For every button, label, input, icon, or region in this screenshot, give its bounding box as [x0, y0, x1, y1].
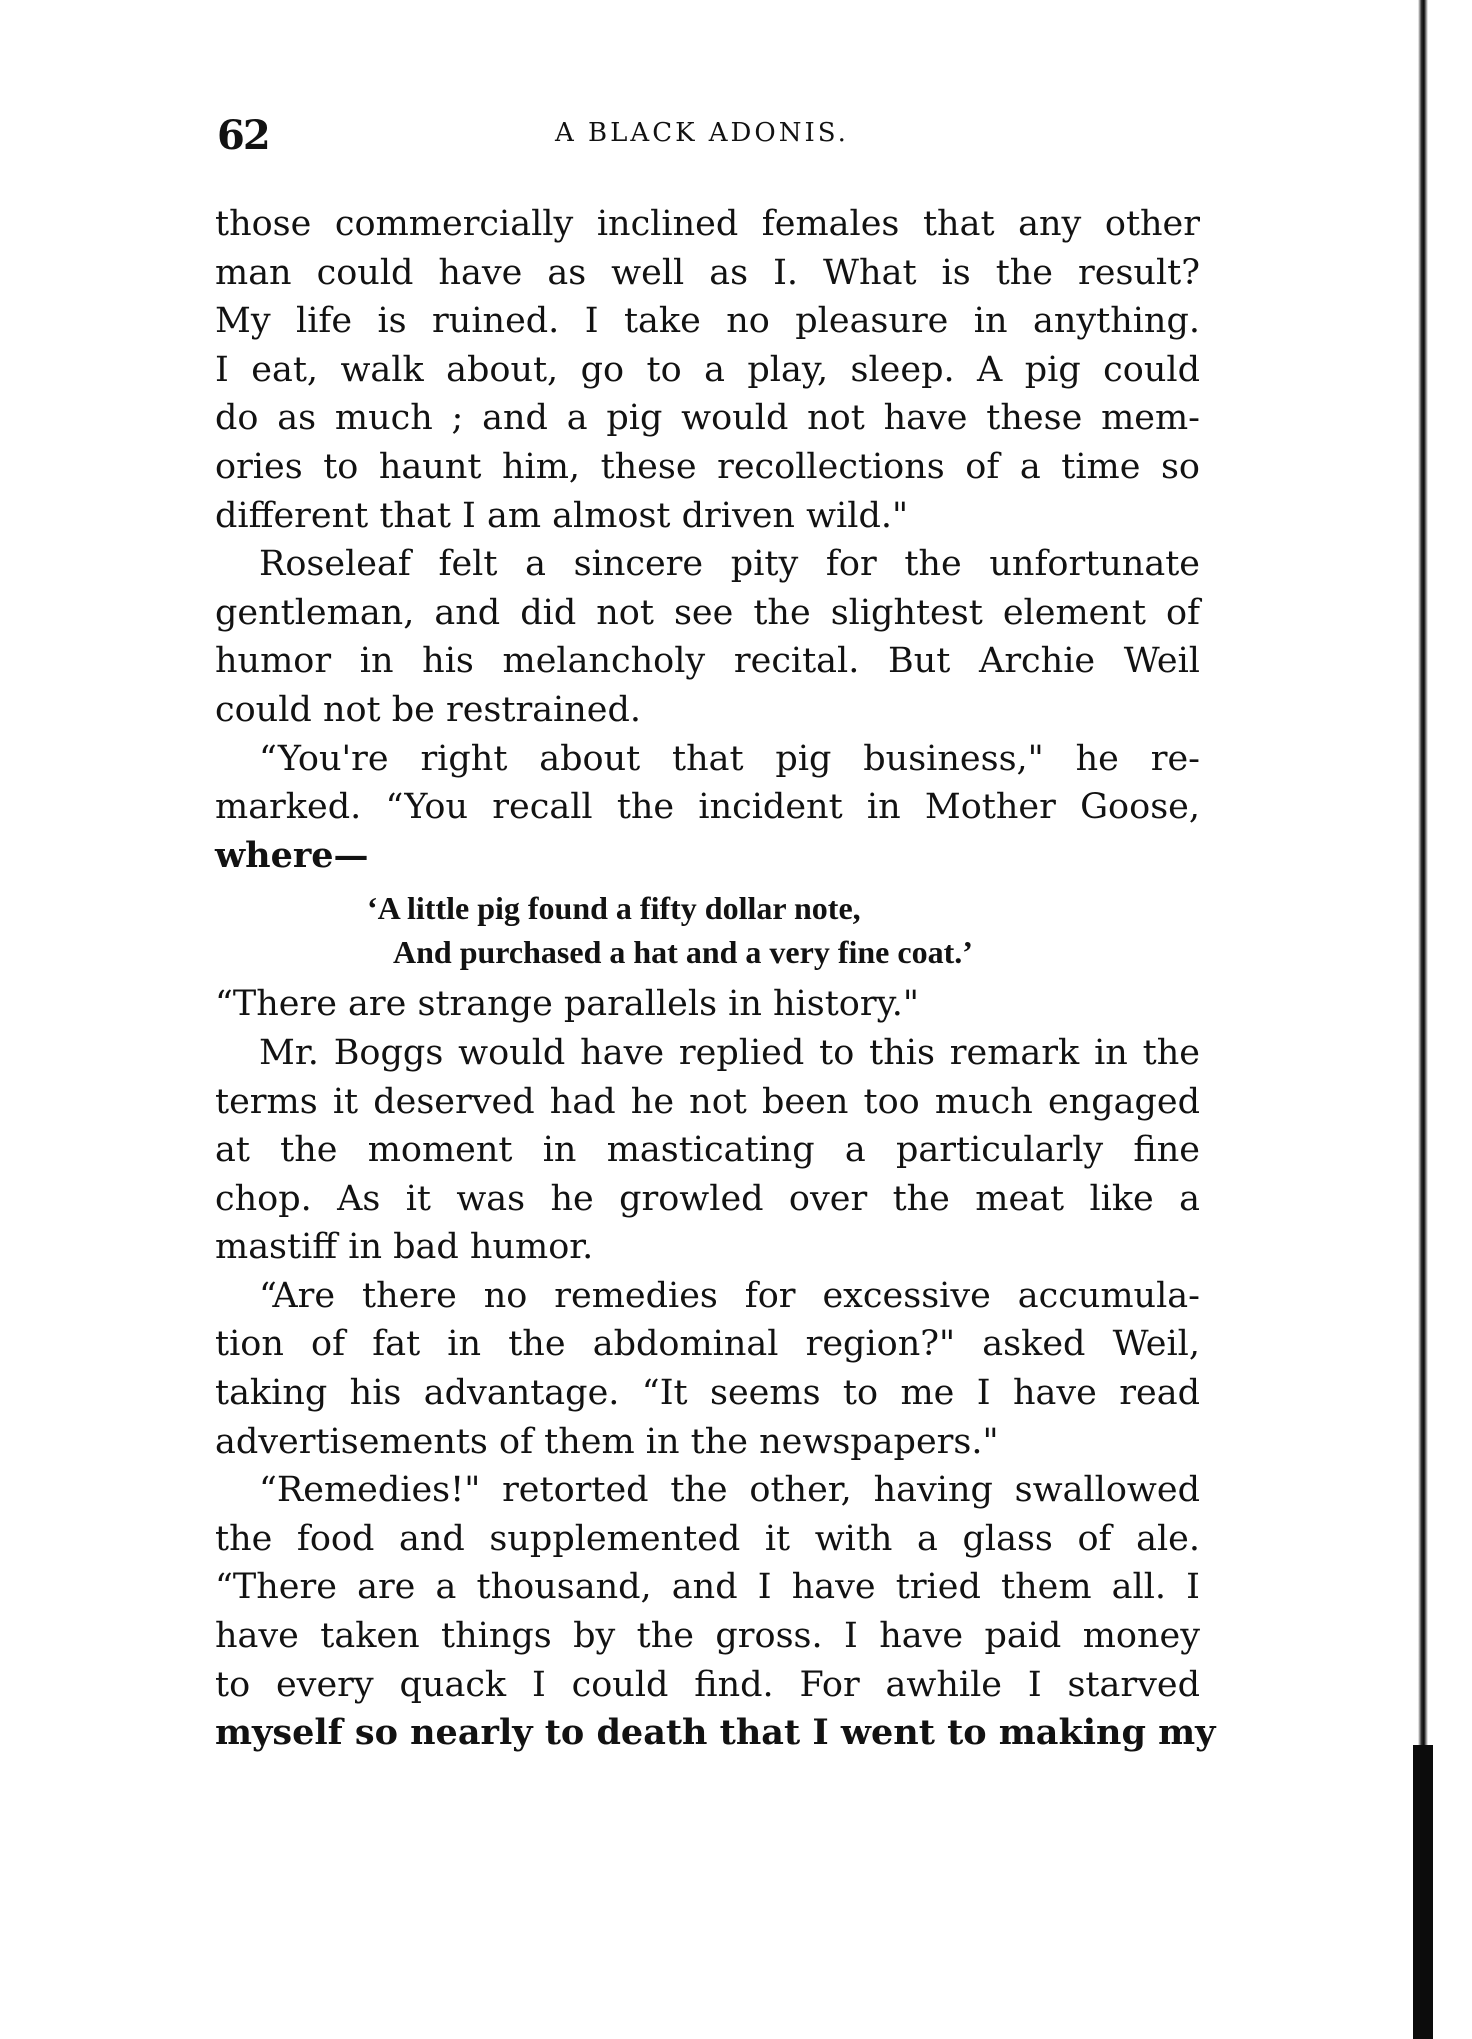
text-line: humor in his melancholy recital. But Archie Weil: [215, 641, 1200, 682]
text-line: gentleman, and did not see the slightest element of: [215, 592, 1200, 633]
text-line: do as much ; and a pig would not have these mem-: [215, 398, 1200, 439]
text-line: to every quack I could find. For awhile I starved: [215, 1664, 1200, 1705]
verse-line: And purchased a hat and a very fine coat.’: [393, 934, 973, 971]
text-line: the food and supplemented it with a glass of ale.: [215, 1518, 1200, 1559]
body-text: [215, 200, 1216, 1758]
verse-line: ‘A little pig found a fifty dollar note,: [367, 890, 861, 927]
text-line: chop. As it was he growled over the meat like a: [215, 1178, 1200, 1219]
page-edge-shadow: [1418, 0, 1428, 2039]
text-line: taking his advantage. “It seems to me I have read: [215, 1373, 1200, 1414]
text-line: have taken things by the gross. I have paid money: [215, 1616, 1200, 1657]
page-edge-shadow-thick: [1413, 1745, 1433, 2039]
text-line: myself so nearly to death that I went to making my: [215, 1712, 1216, 1754]
text-line: mastiff in bad humor.: [215, 1227, 594, 1268]
text-line: at the moment in masticating a particularly fine: [215, 1130, 1200, 1171]
text-line: man could have as well as I. What is the result?: [215, 252, 1200, 293]
text-line: Mr. Boggs would have replied to this remark in the: [259, 1032, 1200, 1073]
text-line: ories to haunt him, these recollections of a time so: [215, 446, 1200, 487]
text-line: could not be restrained.: [215, 689, 642, 730]
text-line: marked. “You recall the incident in Mother Goose,: [215, 787, 1200, 828]
running-title: A BLACK ADONIS.: [555, 118, 849, 148]
text-line: “Remedies!" retorted the other, having swallowed: [259, 1470, 1200, 1511]
text-line: My life is ruined. I take no pleasure in anything.: [215, 301, 1200, 342]
text-line: those commercially inclined females that any other: [215, 204, 1200, 244]
text-line: where—: [215, 834, 369, 876]
text-line: Roseleaf felt a sincere pity for the unfortunate: [259, 544, 1200, 585]
page-number: 62: [217, 112, 269, 159]
text-line: I eat, walk about, go to a play, sleep. A pig could: [215, 349, 1200, 390]
text-line: “You're right about that pig business," he re-: [259, 738, 1200, 779]
text-line: “There are a thousand, and I have tried them all. I: [215, 1567, 1200, 1608]
text-line: tion of fat in the abdominal region?" asked Weil,: [215, 1324, 1200, 1365]
text-line: advertisements of them in the newspapers.": [215, 1421, 999, 1462]
text-line: “Are there no remedies for excessive accumula-: [259, 1275, 1200, 1316]
text-line: “There are strange parallels in history.": [215, 984, 919, 1025]
text-line: terms it deserved had he not been too much engaged: [215, 1081, 1200, 1122]
text-line: different that I am almost driven wild.": [215, 495, 909, 536]
